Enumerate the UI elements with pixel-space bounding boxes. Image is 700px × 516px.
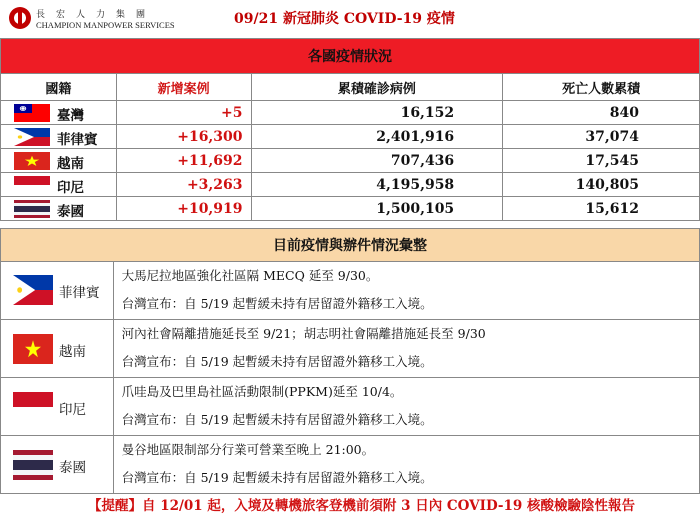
country-cell xyxy=(1,101,117,125)
summary-info-cell xyxy=(113,436,699,494)
indonesia-flag-icon xyxy=(14,176,50,194)
thailand-flag-icon xyxy=(14,200,50,218)
summary-line: 台灣宣布：自 5/19 起暫緩未持有居留證外籍移工入境。 xyxy=(121,296,433,311)
column-header-deaths: 死亡人數累積 xyxy=(503,74,700,101)
indonesia-flag-icon xyxy=(13,392,53,422)
summary-line: 大馬尼拉地區強化社區隔 MECQ 延至 9/30。 xyxy=(121,268,379,283)
summary-info-cell xyxy=(113,320,699,378)
table-row xyxy=(1,197,700,221)
status-section-title: 各國疫情狀況 xyxy=(1,39,700,74)
table-row xyxy=(1,173,700,197)
column-header-country: 國籍 xyxy=(1,74,117,101)
summary-row xyxy=(1,320,700,378)
table-row xyxy=(1,125,700,149)
country-cell xyxy=(1,149,117,173)
entry-notice: 【提醒】自 12/01 起，入境及轉機旅客登機前須附 3 日內 COVID-19 核酸檢驗陰性報告 xyxy=(88,498,635,514)
philippines-flag-icon xyxy=(13,275,53,305)
deaths-value: 17,545 xyxy=(503,149,700,173)
new-cases-value: +3,263 xyxy=(116,173,251,197)
summary-line: 台灣宣布：自 5/19 起暫緩未持有居留證外籍移工入境。 xyxy=(121,412,433,427)
summary-country-cell xyxy=(1,320,114,378)
country-cell xyxy=(1,173,117,197)
summary-country-cell xyxy=(1,436,114,494)
summary-section-title: 目前疫情與辦件情況彙整 xyxy=(1,229,700,262)
summary-country-name: 越南 xyxy=(59,344,86,360)
summary-country-name: 菲律賓 xyxy=(59,285,100,301)
country-cell xyxy=(1,125,117,149)
country-name: 菲律賓 xyxy=(57,132,98,148)
new-cases-value: +11,692 xyxy=(116,149,251,173)
page-title: 09/21 新冠肺炎 COVID-19 疫情 xyxy=(234,11,455,27)
new-cases-value: +5 xyxy=(116,101,251,125)
deaths-value: 15,612 xyxy=(503,197,700,221)
company-logo-icon xyxy=(8,6,32,30)
total-cases-value: 16,152 xyxy=(251,101,503,125)
new-cases-value: +16,300 xyxy=(116,125,251,149)
column-header-total-cases: 累積確診病例 xyxy=(251,74,503,101)
country-name: 越南 xyxy=(57,156,84,172)
column-header-new-cases: 新增案例 xyxy=(116,74,251,101)
vietnam-flag-icon xyxy=(13,334,53,364)
company-name-en: CHAMPION MANPOWER SERVICES xyxy=(36,20,175,30)
page-header xyxy=(0,0,700,38)
deaths-value: 37,074 xyxy=(503,125,700,149)
taiwan-flag-icon xyxy=(14,104,50,122)
total-cases-value: 707,436 xyxy=(251,149,503,173)
company-name-cn: 長宏人力集團 xyxy=(36,10,157,20)
deaths-value: 140,805 xyxy=(503,173,700,197)
summary-line: 河內社會隔離措施延長至 9/21；胡志明社會隔離措施延長至 9/30 xyxy=(121,326,486,341)
vietnam-flag-icon xyxy=(14,152,50,170)
table-header-row xyxy=(1,74,700,101)
summary-country-cell xyxy=(1,378,114,436)
summary-line: 台灣宣布：自 5/19 起暫緩未持有居留證外籍移工入境。 xyxy=(121,354,433,369)
table-row xyxy=(1,101,700,125)
country-name: 臺灣 xyxy=(57,108,84,124)
new-cases-value: +10,919 xyxy=(116,197,251,221)
total-cases-value: 2,401,916 xyxy=(251,125,503,149)
summary-info-cell xyxy=(113,378,699,436)
summary-info-cell xyxy=(113,262,699,320)
summary-country-cell xyxy=(1,262,114,320)
summary-line: 台灣宣布：自 5/19 起暫緩未持有居留證外籍移工入境。 xyxy=(121,470,433,485)
summary-row xyxy=(1,378,700,436)
situation-summary-table xyxy=(0,228,700,494)
total-cases-value: 1,500,105 xyxy=(251,197,503,221)
country-name: 泰國 xyxy=(57,204,84,220)
thailand-flag-icon xyxy=(13,450,53,480)
covid-status-table xyxy=(0,38,700,221)
country-cell xyxy=(1,197,117,221)
deaths-value: 840 xyxy=(503,101,700,125)
summary-line: 爪哇島及巴里島社區活動限制(PPKM)延至 10/4。 xyxy=(121,384,403,399)
table-row xyxy=(1,149,700,173)
country-name: 印尼 xyxy=(57,180,84,196)
philippines-flag-icon xyxy=(14,128,50,146)
summary-line: 曼谷地區限制部分行業可營業至晚上 21:00。 xyxy=(121,442,375,457)
total-cases-value: 4,195,958 xyxy=(251,173,503,197)
summary-row xyxy=(1,436,700,494)
summary-country-name: 泰國 xyxy=(59,460,86,476)
summary-country-name: 印尼 xyxy=(59,402,86,418)
summary-row xyxy=(1,262,700,320)
